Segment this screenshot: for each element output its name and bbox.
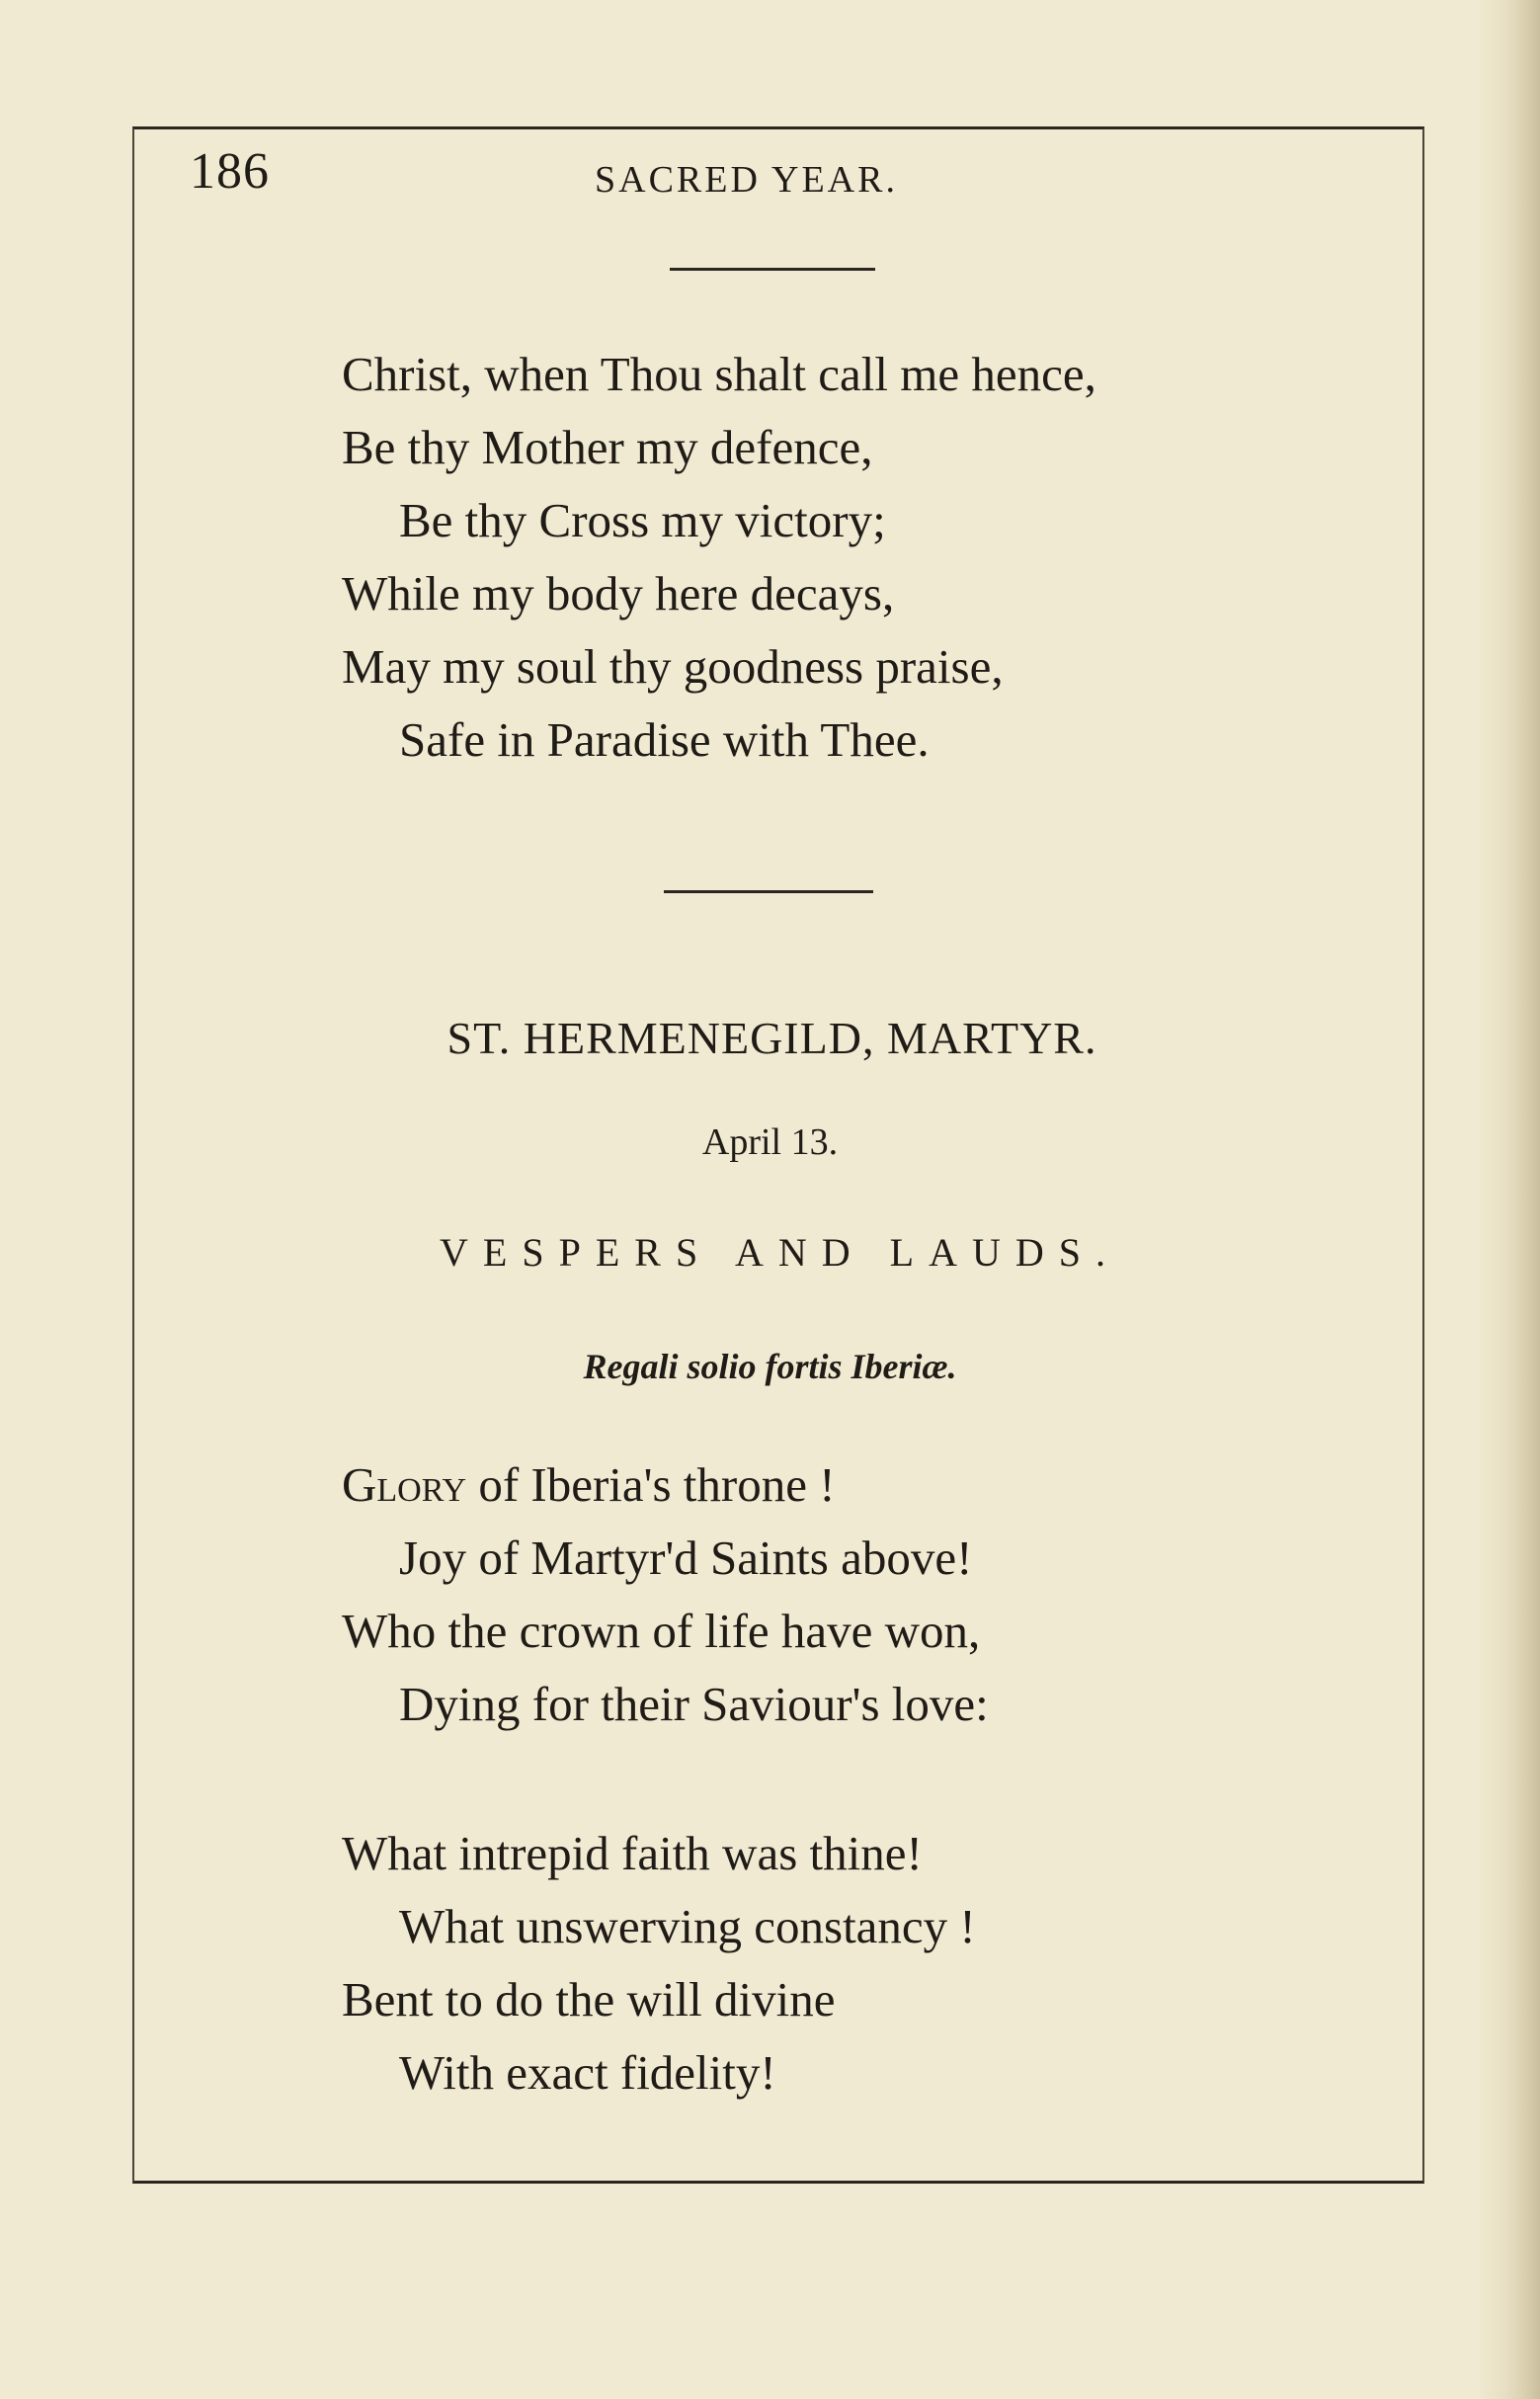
poem-line: Be thy Mother my defence, (342, 420, 873, 474)
section-divider-top (670, 268, 875, 271)
latin-incipit: Regali solio fortis Iberiæ. (583, 1347, 957, 1386)
feast-date: April 13. (701, 1121, 839, 1163)
stanza-3 (342, 1817, 976, 2109)
running-title: SACRED YEAR. (595, 159, 898, 201)
poem-line: Bent to do the will divine (342, 1972, 836, 2027)
section-divider (664, 890, 873, 893)
poem-line (342, 1448, 989, 1522)
initial-word: Glory (342, 1457, 467, 1512)
poem-line: Dying for their Saviour's love: (399, 1677, 989, 1731)
poem-line: Be thy Cross my victory; (399, 493, 886, 547)
poem-line: Who the crown of life have won, (342, 1604, 981, 1658)
stanza-1 (342, 338, 1096, 777)
poem-line: May my soul thy goodness praise, (342, 639, 1004, 694)
page-number: 186 (190, 143, 270, 200)
poem-line: Joy of Martyr'd Saints above! (399, 1530, 973, 1585)
poem-line: What unswerving constancy ! (399, 1899, 976, 1953)
hymn-title: ST. HERMENEGILD, MARTYR. (446, 1013, 1097, 1063)
poem-line: What intrepid faith was thine! (342, 1826, 923, 1880)
poem-line: Christ, when Thou shalt call me hence, (342, 347, 1096, 401)
first-line-rest: of Iberia's throne ! (466, 1457, 836, 1512)
poem-line: Safe in Paradise with Thee. (399, 712, 930, 767)
office-section: VESPERS AND LAUDS. (440, 1230, 1120, 1275)
poem-line: With exact fidelity! (399, 2045, 776, 2100)
poem-line: While my body here decays, (342, 566, 895, 620)
page-edge-shadow (1481, 0, 1540, 2399)
stanza-2 (342, 1448, 989, 1741)
